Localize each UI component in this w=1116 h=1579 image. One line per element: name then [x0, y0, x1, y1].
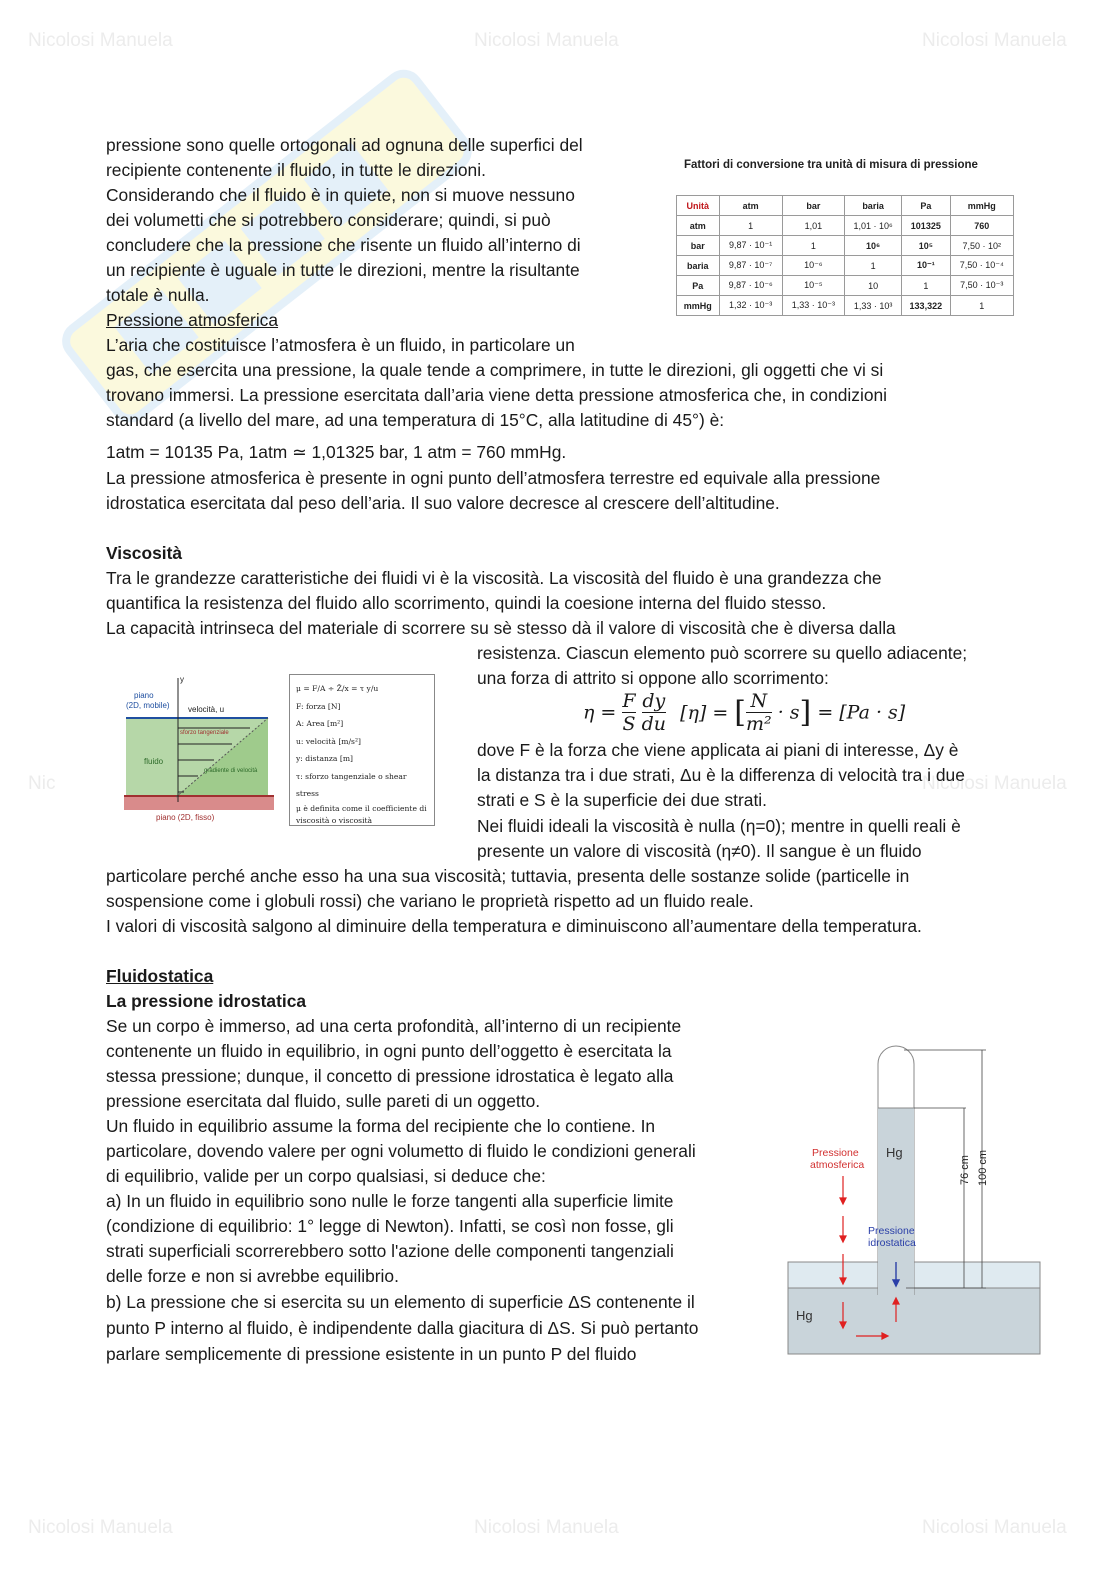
intro-line: pressione sono quelle ortogonali ad ognuna delle superfici del — [106, 135, 583, 155]
viscosity-line: la distanza tra i due strati, Δu è la differenza di velocità tra i due — [477, 765, 965, 785]
intro-line: Considerando che il fluido è in quiete, non si muove nessuno — [106, 185, 575, 205]
viscosity-line: I valori di viscosità salgono al diminuire della temperatura e diminuiscono all’aumentare della temperatura. — [106, 916, 922, 936]
bottom-plane-label: piano (2D, fisso) — [156, 813, 215, 822]
table-cell: 10⁻¹ — [902, 256, 950, 276]
formula-den: m² — [746, 713, 772, 735]
atm-line: trovano immersi. La pressione esercitata dall’aria viene detta pressione atmosferica che, in condizioni — [106, 385, 888, 405]
hg-tube-label: Hg — [886, 1145, 903, 1160]
table-cell: 1 — [719, 216, 782, 236]
viscosity-line: sospensione come i globuli rossi) che variano le proprietà rispetto ad un fluido reale. — [106, 891, 754, 911]
watermark-top-right: Nicolosi Manuela — [922, 30, 1067, 51]
formula-result: = [Pa · s] — [817, 701, 906, 724]
table-cell: 7,50 · 10² — [950, 236, 1013, 256]
fluidostatica-subheading: La pressione idrostatica — [106, 991, 307, 1011]
table-cell: 10 — [845, 276, 902, 296]
viscosity-line: Tra le grandezze caratteristiche dei fluidi vi è la viscosità. La viscosità del fluido è una grandezza che — [106, 568, 882, 588]
fluidostatica-line: (condizione di equilibrio: 1° legge di Newton). Infatti, se così non fosse, gli — [106, 1216, 674, 1236]
formula-eta: η = — [583, 701, 617, 724]
fluidostatica-line: Un fluido in equilibrio assume la forma del recipiente che lo contiene. In — [106, 1116, 656, 1136]
fluidostatica-line: b) La pressione che si esercita su un elemento di superficie ΔS contenente il — [106, 1292, 695, 1312]
table-header-cell: atm — [719, 196, 782, 216]
table-cell: mmHg — [677, 296, 720, 316]
table-header-cell: bar — [782, 196, 844, 216]
table-row — [677, 276, 1014, 296]
table-header-cell: baria — [845, 196, 902, 216]
table-cell: 9,87 · 10⁻¹ — [719, 236, 782, 256]
atm-line: standard (a livello del mare, ad una temperatura di 15°C, alla latitudine di 45°) è: — [106, 410, 725, 430]
viscosity-heading: Viscosità — [106, 543, 183, 563]
legend-item: u: velocità [m/s²] — [296, 736, 361, 746]
watermark-mid-right: Nicolosi Manuela — [922, 773, 1067, 794]
fluidostatica-line: strati superficiali scorrerebbero sotto l'azione delle componenti tangenziali — [106, 1241, 674, 1261]
table-row — [677, 216, 1014, 236]
watermark-bottom-center: Nicolosi Manuela — [474, 1517, 619, 1538]
top-plane-label: piano — [134, 691, 154, 700]
watermark-mid-left: Nic — [28, 773, 56, 794]
viscosity-line: dove F è la forza che viene applicata ai piani di interesse, Δy è — [477, 740, 959, 760]
table-cell: 1,33 · 10⁻³ — [782, 296, 844, 316]
intro-line: totale è nulla. — [106, 285, 210, 305]
table-cell: 9,87 · 10⁻⁷ — [719, 256, 782, 276]
formula-den: du — [641, 713, 667, 735]
viscosity-line: presente un valore di viscosità (η≠0). Il sangue è un fluido — [477, 841, 922, 861]
table-row — [677, 296, 1014, 316]
viscosity-figure — [118, 672, 278, 827]
fluidostatica-line: particolare, dovendo valere per ogni volumetto di fluido le condizioni generali — [106, 1141, 696, 1161]
table-header-cell: Pa — [902, 196, 950, 216]
dim-100-label: 100 cm — [977, 1149, 989, 1187]
watermark-bottom-left: Nicolosi Manuela — [28, 1517, 173, 1538]
viscosity-legend — [289, 674, 435, 826]
viscosity-line: particolare perché anche esso ha una sua viscosità; tuttavia, presenta delle sostanze solide (particelle in — [106, 866, 910, 886]
fluidostatica-line: punto P interno al fluido, è indipendente dalla giacitura di ΔS. Si può pertanto — [106, 1318, 699, 1338]
fluidostatica-line: parlare semplicemente di pressione esistente in un punto P del fluido — [106, 1344, 637, 1364]
table-cell: 10⁻⁵ — [782, 276, 844, 296]
atm-line: idrostatica esercitata dal peso dell’aria. Il suo valore decresce al crescere dell’altitudine. — [106, 493, 780, 513]
legend-item: μ è definita come il coefficiente di — [296, 803, 427, 813]
table-cell: 9,87 · 10⁻⁶ — [719, 276, 782, 296]
table-cell: 1 — [902, 276, 950, 296]
table-cell: baria — [677, 256, 720, 276]
viscosity-line: quantifica la resistenza del fluido allo scorrimento, quindi la coesione interna del fluido stesso. — [106, 593, 827, 613]
legend-item: A: Area [m²] — [296, 719, 344, 728]
legend-item: τ: sforzo tangenziale o shear stress — [296, 771, 407, 798]
fluidostatica-line: Se un corpo è immerso, ad una certa profondità, all’interno di un recipiente — [106, 1016, 682, 1036]
watermark-top-left: Nicolosi Manuela — [28, 30, 173, 51]
intro-line: recipiente contenente il fluido, in tutte le direzioni. — [106, 160, 486, 180]
atm-line: La pressione atmosferica è presente in ogni punto dell’atmosfera terrestre ed equivale alla pressione — [106, 468, 881, 488]
atm-equation-line: 1atm = 10135 Pa, 1atm ≃ 1,01325 bar, 1 atm = 760 mmHg. — [106, 442, 567, 462]
barometer-figure — [786, 1040, 1046, 1360]
top-plane-label-2: (2D, mobile) — [126, 701, 170, 710]
stress-label: sforzo tangenziale — [180, 730, 229, 736]
fluidostatica-line: di equilibrio, valide per un corpo qualsiasi, si deduce che: — [106, 1166, 546, 1186]
table-cell: atm — [677, 216, 720, 236]
viscosity-line: La capacità intrinseca del materiale di scorrere su sè stesso dà il valore di viscosità che è diversa dalla — [106, 618, 896, 638]
viscosity-line: Nei fluidi ideali la viscosità è nulla (η=0); mentre in quelli reali è — [477, 816, 961, 836]
intro-line: dei volumetti che si potrebbero considerare; quindi, si può — [106, 210, 551, 230]
p-idro-label: Pressione — [868, 1225, 915, 1237]
velocity-label: velocità, u — [188, 705, 225, 714]
fluidostatica-line: contenente un fluido in equilibrio, in ogni punto dell’oggetto è esercitata la — [106, 1041, 672, 1061]
hg-bath-label: Hg — [796, 1308, 813, 1323]
table-cell: 10⁵ — [902, 236, 950, 256]
fluidostatica-heading: Fluidostatica — [106, 966, 214, 986]
table-cell: 1,01 · 10⁶ — [845, 216, 902, 236]
mercury-bath — [788, 1288, 1040, 1354]
table-row — [677, 256, 1014, 276]
table-row — [677, 236, 1014, 256]
table-cell: Pa — [677, 276, 720, 296]
formula-times-s: · s — [777, 701, 800, 724]
formula-num: dy — [642, 690, 666, 712]
viscosity-line: resistenza. Ciascun elemento può scorrere su quello adiacente; — [477, 643, 968, 663]
fluidostatica-line: pressione esercitata dal fluido, sulle pareti di un oggetto. — [106, 1091, 541, 1111]
p-idro-label-2: idrostatica — [868, 1237, 916, 1249]
fluid-label: fluido — [144, 757, 164, 766]
legend-item: y: distanza [m] — [296, 754, 353, 763]
formula-unit-lhs: [η] = — [680, 701, 729, 724]
table-cell: 1,01 — [782, 216, 844, 236]
dim-76-label: 76 cm — [959, 1155, 971, 1185]
p-atm-label: Pressione — [812, 1147, 859, 1159]
atm-line: L’aria che costituisce l’atmosfera è un fluido, in particolare un — [106, 335, 575, 355]
formula-num: N — [746, 690, 772, 713]
intro-line: concludere che la pressione che risente un fluido all’interno di — [106, 235, 581, 255]
table-header-cell: Unità — [677, 196, 720, 216]
formula-den: S — [622, 713, 636, 735]
legend-item: viscosità o viscosità — [296, 815, 373, 825]
conversion-table-title: Fattori di conversione tra unità di misura di pressione — [684, 159, 978, 171]
table-cell: 10⁶ — [845, 236, 902, 256]
conversion-table — [676, 195, 1014, 316]
table-cell: 1 — [782, 236, 844, 256]
fluidostatica-line: stessa pressione; dunque, il concetto di pressione idrostatica è legato alla — [106, 1066, 674, 1086]
table-cell: 1,32 · 10⁻³ — [719, 296, 782, 316]
table-header-cell: mmHg — [950, 196, 1013, 216]
legend-item: F: forza [N] — [296, 701, 341, 711]
table-cell: 101325 — [902, 216, 950, 236]
bottom-plane — [124, 796, 274, 810]
table-cell: bar — [677, 236, 720, 256]
gradient-label: gradiente di velocità — [204, 768, 258, 774]
atm-line: gas, che esercita una pressione, la quale tende a comprimere, in tutte le direzioni, gli oggetti che vi si — [106, 360, 884, 380]
viscosity-line: strati e S è la superficie dei due strati. — [477, 790, 767, 810]
legend-formula: μ = F/A ÷ Ẑ/x = τ y/u — [296, 684, 379, 693]
formula-num: F — [622, 690, 636, 712]
table-header-row — [677, 196, 1014, 216]
table-cell: 7,50 · 10⁻³ — [950, 276, 1013, 296]
table-cell: 1 — [845, 256, 902, 276]
y-axis-label: y — [180, 675, 184, 684]
intro-line: un recipiente è uguale in tutte le direzioni, mentre la risultante — [106, 260, 580, 280]
fluidostatica-line: delle forze e non si avrebbe equilibrio. — [106, 1266, 399, 1286]
viscosity-formula: η = $\frac{F}{S}$ $\frac{dy}{du}$ [η] = [ $\frac{N}{\text{m²}}$ · s] = [Pa · s] — [583, 690, 906, 735]
table-cell: 7,50 · 10⁻⁴ — [950, 256, 1013, 276]
table-cell: 133,322 — [902, 296, 950, 316]
fluidostatica-line: a) In un fluido in equilibrio sono nulle le forze tangenti alla superficie limite — [106, 1191, 674, 1211]
p-atm-label-2: atmosferica — [810, 1159, 865, 1171]
watermark-bottom-right: Nicolosi Manuela — [922, 1517, 1067, 1538]
table-cell: 760 — [950, 216, 1013, 236]
watermark-top-center: Nicolosi Manuela — [474, 30, 619, 51]
table-cell: 1,33 · 10³ — [845, 296, 902, 316]
viscosity-line: una forza di attrito si oppone allo scorrimento: — [477, 668, 829, 688]
table-cell: 10⁻⁶ — [782, 256, 844, 276]
table-cell: 1 — [950, 296, 1013, 316]
atm-heading: Pressione atmosferica — [106, 310, 279, 330]
